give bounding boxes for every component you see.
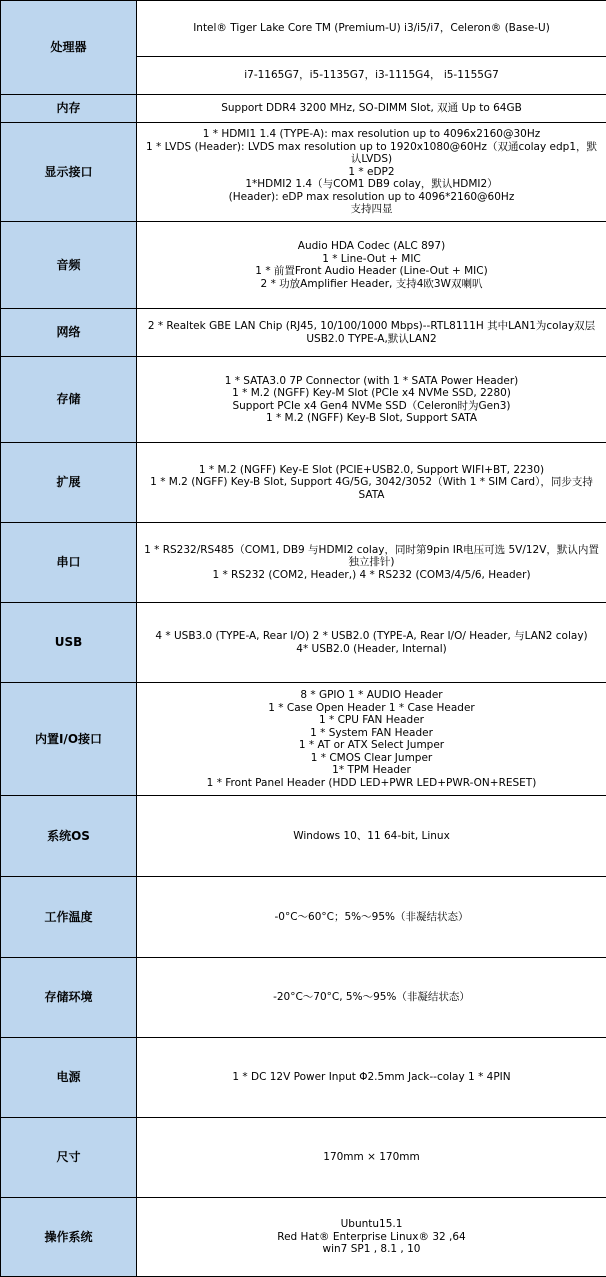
row-value-serial <box>137 523 606 603</box>
row-value-operating-system <box>137 1198 606 1277</box>
row-label-os: 系统OS <box>1 796 137 877</box>
row-value-audio <box>137 222 606 309</box>
row-label-memory: 内存 <box>1 95 137 123</box>
row-value-expansion <box>137 443 606 523</box>
row-value-cpu <box>137 1 606 57</box>
value-line: 1 * M.2 (NGFF) Key-E Slot (PCIE+USB2.0, Support WIFI+BT, 2230) <box>143 464 600 477</box>
value-line: 1 * M.2 (NGFF) Key-B Slot, Support SATA <box>143 412 600 425</box>
value-line: 2 * Realtek GBE LAN Chip (RJ45, 10/100/1000 Mbps)--RTL8111H 其中LAN1为colay双层USB2.0 TYPE-A,默认LAN2 <box>143 320 600 345</box>
value-line: 1 * HDMI1 1.4 (TYPE-A): max resolution up to 4096x2160@30Hz <box>143 128 600 141</box>
row-label-operating-system: 操作系统 <box>1 1198 137 1277</box>
value-line: 1 * Line-Out + MIC <box>143 253 600 266</box>
value-line: 1 * CMOS Clear Jumper <box>143 752 600 765</box>
table-row <box>1 1 606 57</box>
row-label-power: 电源 <box>1 1038 137 1118</box>
table-row <box>1 683 606 796</box>
table-row <box>1 523 606 603</box>
value-line: -20°C～70°C, 5%～95%（非凝结状态） <box>143 991 600 1004</box>
table-row <box>1 443 606 523</box>
row-value-display <box>137 123 606 222</box>
row-label-internal-io: 内置I/O接口 <box>1 683 137 796</box>
row-label-network: 网络 <box>1 309 137 357</box>
row-label-storage: 存储 <box>1 357 137 443</box>
row-label-dimensions: 尺寸 <box>1 1118 137 1198</box>
row-value-storage-env <box>137 958 606 1038</box>
value-line: 1*HDMI2 1.4（与COM1 DB9 colay，默认HDMI2） <box>143 178 600 191</box>
value-line: 4* USB2.0 (Header, Internal) <box>143 643 600 656</box>
row-value-memory <box>137 95 606 123</box>
value-line: 1 * RS232/RS485（COM1, DB9 与HDMI2 colay，同时第9pin IR电压可选 5V/12V，默认内置独立排针) <box>143 544 600 569</box>
value-line: Windows 10、11 64-bit, Linux <box>143 830 600 843</box>
value-line: 1 * Case Open Header 1 * Case Header <box>143 702 600 715</box>
row-value-internal-io <box>137 683 606 796</box>
value-line: Red Hat® Enterprise Linux® 32 ,64 <box>143 1231 600 1244</box>
row-value-storage <box>137 357 606 443</box>
row-value-cpu-models <box>137 56 606 94</box>
spec-table-body <box>1 1 606 1277</box>
value-line: 1 * DC 12V Power Input Φ2.5mm Jack--colay 1 * 4PIN <box>143 1071 600 1084</box>
table-row <box>1 1198 606 1277</box>
value-line: 1 * M.2 (NGFF) Key-B Slot, Support 4G/5G, 3042/3052（With 1 * SIM Card），同步支持SATA <box>143 476 600 501</box>
row-value-network <box>137 309 606 357</box>
value-line: Support DDR4 3200 MHz, SO-DIMM Slot, 双通 Up to 64GB <box>143 102 600 115</box>
row-label-serial: 串口 <box>1 523 137 603</box>
value-line: 1 * eDP2 <box>143 166 600 179</box>
value-line: Support PCIe x4 Gen4 NVMe SSD（Celeron时为Gen3) <box>143 400 600 413</box>
table-row <box>1 796 606 877</box>
value-line: 1 * AT or ATX Select Jumper <box>143 739 600 752</box>
value-line: 支持四显 <box>143 203 600 216</box>
value-line: win7 SP1 , 8.1 , 10 <box>143 1243 600 1256</box>
row-value-usb <box>137 603 606 683</box>
table-row <box>1 877 606 958</box>
table-row <box>1 357 606 443</box>
value-line: 1 * M.2 (NGFF) Key-M Slot (PCIe x4 NVMe SSD, 2280) <box>143 387 600 400</box>
table-row <box>1 1038 606 1118</box>
value-line: Ubuntu15.1 <box>143 1218 600 1231</box>
row-label-display: 显示接口 <box>1 123 137 222</box>
table-row <box>1 603 606 683</box>
row-label-audio: 音频 <box>1 222 137 309</box>
row-value-dimensions <box>137 1118 606 1198</box>
table-row <box>1 222 606 309</box>
value-line: 1 * RS232 (COM2, Header,) 4 * RS232 (COM3/4/5/6, Header) <box>143 569 600 582</box>
row-label-operating-temp: 工作温度 <box>1 877 137 958</box>
row-label-usb: USB <box>1 603 137 683</box>
value-line: 8 * GPIO 1 * AUDIO Header <box>143 689 600 702</box>
value-line: 170mm × 170mm <box>143 1151 600 1164</box>
row-value-power <box>137 1038 606 1118</box>
value-line: 1 * 前置Front Audio Header (Line-Out + MIC) <box>143 265 600 278</box>
value-line: 1* TPM Header <box>143 764 600 777</box>
value-line: 1 * Front Panel Header (HDD LED+PWR LED+PWR-ON+RESET) <box>143 777 600 790</box>
row-label-cpu: 处理器 <box>1 1 137 95</box>
value-line: 1 * SATA3.0 7P Connector (with 1 * SATA Power Header) <box>143 375 600 388</box>
value-line: 1 * System FAN Header <box>143 727 600 740</box>
value-line: 1 * LVDS (Header): LVDS max resolution up to 1920x1080@60Hz（双通colay edp1，默认LVDS) <box>143 141 600 166</box>
table-row <box>1 958 606 1038</box>
row-value-os <box>137 796 606 877</box>
row-label-storage-env: 存储环境 <box>1 958 137 1038</box>
row-value-operating-temp <box>137 877 606 958</box>
value-line: 2 * 功放Amplifier Header, 支持4欧3W双喇叭 <box>143 278 600 291</box>
value-line: i7-1165G7，i5-1135G7，i3-1115G4， i5-1155G7 <box>143 69 600 82</box>
table-row <box>1 95 606 123</box>
value-line: -0°C～60°C；5%～95%（非凝结状态） <box>143 911 600 924</box>
value-line: 4 * USB3.0 (TYPE-A, Rear I/O) 2 * USB2.0 (TYPE-A, Rear I/O/ Header, 与LAN2 colay) <box>143 630 600 643</box>
row-label-expansion: 扩展 <box>1 443 137 523</box>
value-line: Intel® Tiger Lake Core TM (Premium-U) i3/i5/i7，Celeron® (Base-U) <box>143 22 600 35</box>
value-line: 1 * CPU FAN Header <box>143 714 600 727</box>
value-line: (Header): eDP max resolution up to 4096*2160@60Hz <box>143 191 600 204</box>
table-row <box>1 309 606 357</box>
value-line: Audio HDA Codec (ALC 897) <box>143 240 600 253</box>
table-row <box>1 123 606 222</box>
table-row <box>1 1118 606 1198</box>
